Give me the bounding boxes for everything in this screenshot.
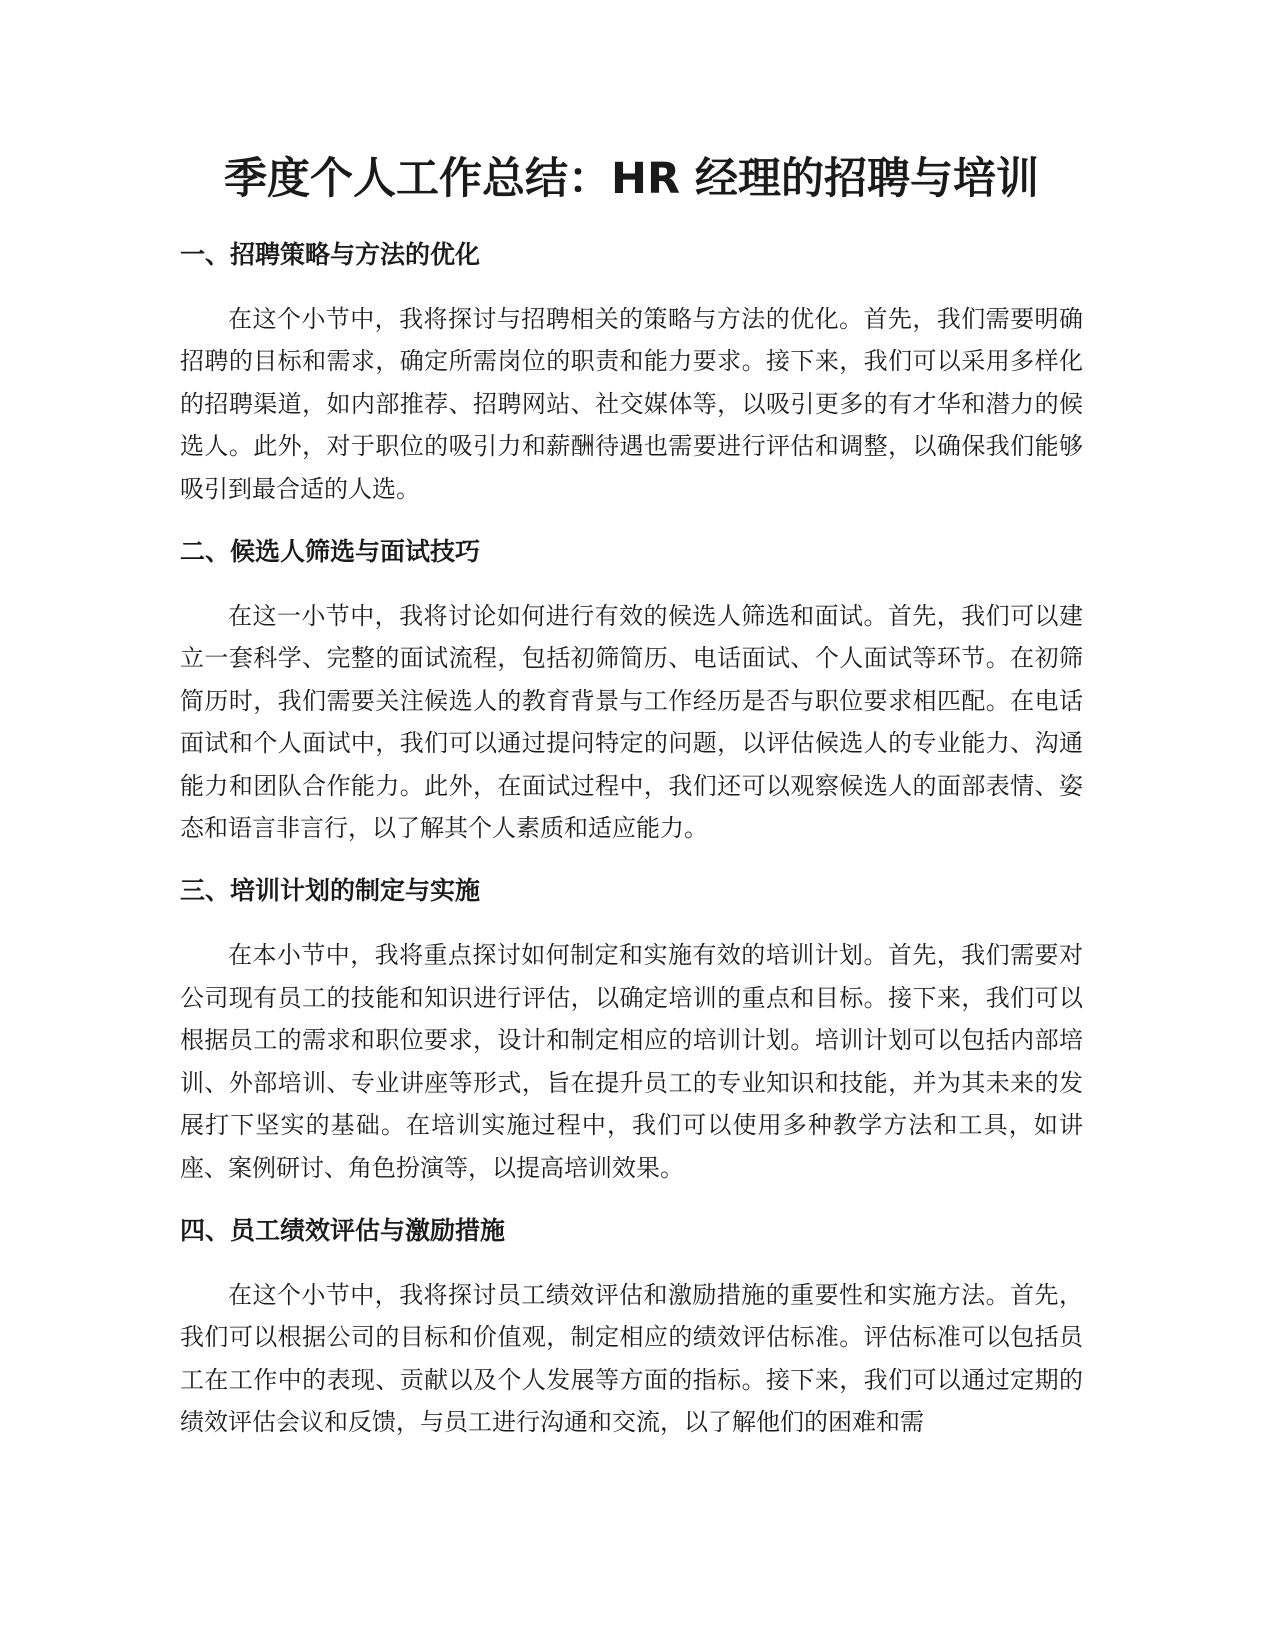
section-paragraph: 在这一小节中，我将讨论如何进行有效的候选人筛选和面试。首先，我们可以建立一套科学、完整的面试流程，包括初筛简历、电话面试、个人面试等环节。在初筛简历时，我们需要关注候选人的教育背景与工作经历是否与职位要求相匹配。在电话面试和个人面试中，我们可以通过提问特定的问题，以评估候选人的专业能力、沟通能力和团队合作能力。此外，在面试过程中，我们还可以观察候选人的面部表情、姿态和语言非言行，以了解其个人素质和适应能力。 [180, 602, 1083, 843]
document-page [180, 140, 1083, 1444]
section-training-plan [180, 871, 1083, 1188]
section-heading: 四、员工绩效评估与激励措施 [180, 1215, 506, 1245]
section-recruitment-strategy [180, 235, 1083, 510]
section-candidate-screening [180, 532, 1083, 849]
section-heading: 一、招聘策略与方法的优化 [180, 240, 481, 269]
section-paragraph: 在这个小节中，我将探讨与招聘相关的策略与方法的优化。首先，我们需要明确招聘的目标和需求，确定所需岗位的职责和能力要求。接下来，我们可以采用多样化的招聘渠道，如内部推荐、招聘网站、社交媒体等，以吸引更多的有才华和潜力的候选人。此外，对于职位的吸引力和薪酬待遇也需要进行评估和调整，以确保我们能够吸引到最合适的人选。 [180, 305, 1083, 503]
section-paragraph: 在这个小节中，我将探讨员工绩效评估和激励措施的重要性和实施方法。首先，我们可以根据公司的目标和价值观，制定相应的绩效评估标准。评估标准可以包括员工在工作中的表现、贡献以及个人发展等方面的指标。接下来，我们可以通过定期的绩效评估会议和反馈，与员工进行沟通和交流，以了解他们的困难和需 [180, 1280, 1083, 1437]
section-performance-evaluation [180, 1211, 1083, 1444]
section-paragraph: 在本小节中，我将重点探讨如何制定和实施有效的培训计划。首先，我们需要对公司现有员工的技能和知识进行评估，以确定培训的重点和目标。接下来，我们可以根据员工的需求和职位要求，设计和制定相应的培训计划。培训计划可以包括内部培训、外部培训、专业讲座等形式，旨在提升员工的专业知识和技能，并为其未来的发展打下坚实的基础。在培训实施过程中，我们可以使用多种教学方法和工具，如讲座、案例研讨、角色扮演等，以提高培训效果。 [180, 941, 1083, 1182]
section-heading: 二、候选人筛选与面试技巧 [180, 537, 481, 567]
section-heading: 三、培训计划的制定与实施 [180, 876, 481, 906]
document-title: 季度个人工作总结：HR 经理的招聘与培训 [223, 154, 1040, 204]
